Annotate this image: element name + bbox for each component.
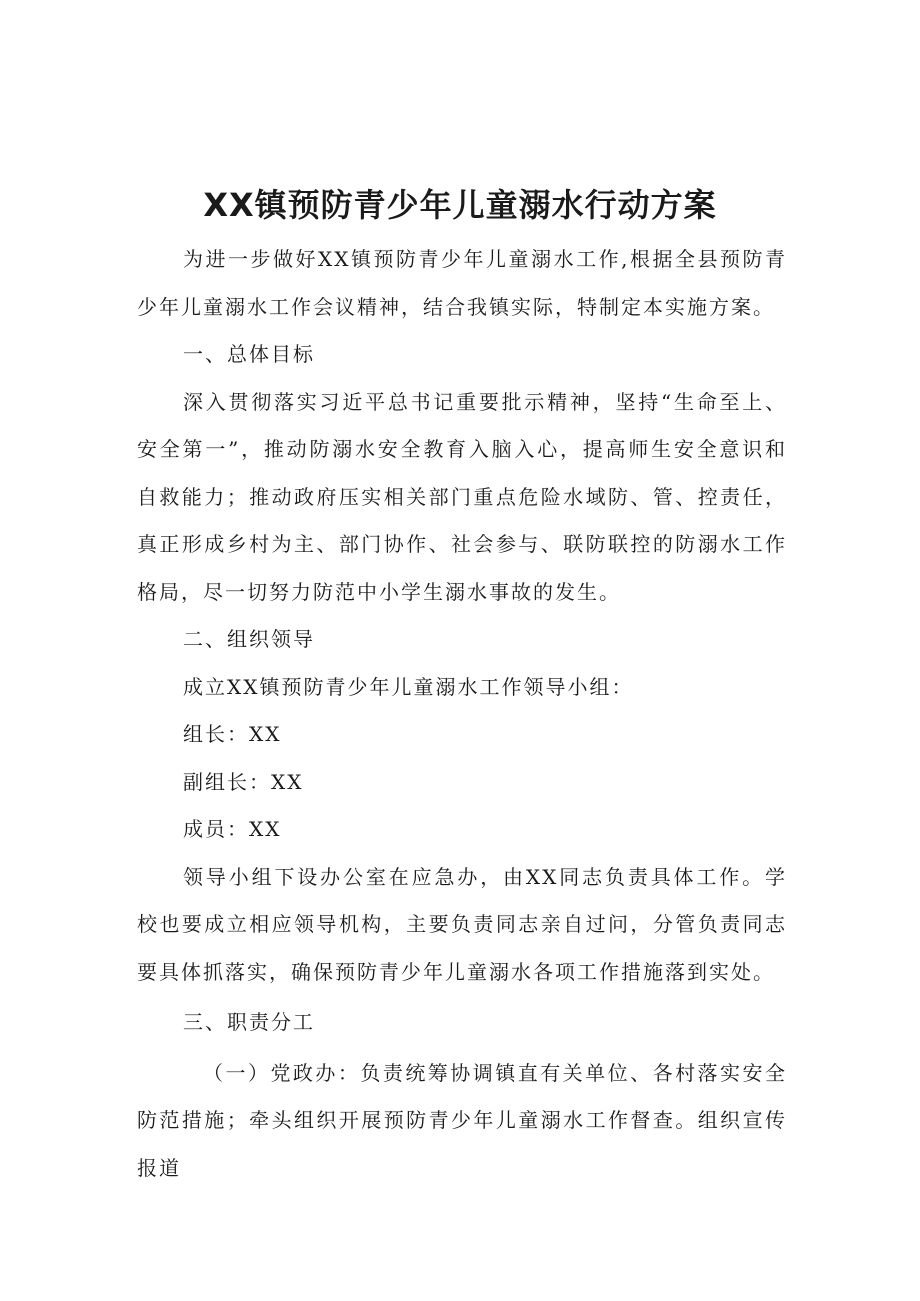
intro-paragraph: 为进一步做好XX镇预防青少年儿童溺水工作,根据全县预防青少年儿童溺水工作会议精神，结合我镇实际，特制定本实施方案。 <box>137 247 787 319</box>
document-body <box>137 236 787 1192</box>
group-leader-line: 组长：XX <box>183 722 282 746</box>
leading-group-line: 成立XX镇预防青少年儿童溺水工作领导小组： <box>183 674 634 699</box>
goals-paragraph: 深入贯彻落实习近平总书记重要批示精神，坚持“生命至上、安全第一”，推动防溺水安全教育入脑入心，提高师生安全意识和自救能力；推动政府压实相关部门重点危险水域防、管、控责任，真正形成乡村为主、部门协作、社会参与、联防联控的防溺水工作格局，尽一切努力防范中小学生溺水事故的发生。 <box>137 389 787 604</box>
deputy-leader-line: 副组长：XX <box>183 769 304 794</box>
section-heading-goals: 一、总体目标 <box>183 342 315 366</box>
document-title: XX镇预防青少年儿童溺水行动方案 <box>203 186 717 224</box>
section-heading-organization: 二、组织领导 <box>183 627 315 651</box>
members-line: 成员：XX <box>183 817 282 841</box>
office-paragraph: 领导小组下设办公室在应急办，由XX同志负责具体工作。学校也要成立相应领导机构，主要负责同志亲自过问，分管负责同志要具体抓落实，确保预防青少年儿童溺水各项工作措施落到实处。 <box>137 864 787 984</box>
section-heading-duties: 三、职责分工 <box>183 1010 315 1034</box>
duty-item-1: （一）党政办：负责统筹协调镇直有关单位、各村落实安全防范措施；牵头组织开展预防青少年儿童溺水工作督查。组织宣传报道 <box>137 1060 787 1180</box>
